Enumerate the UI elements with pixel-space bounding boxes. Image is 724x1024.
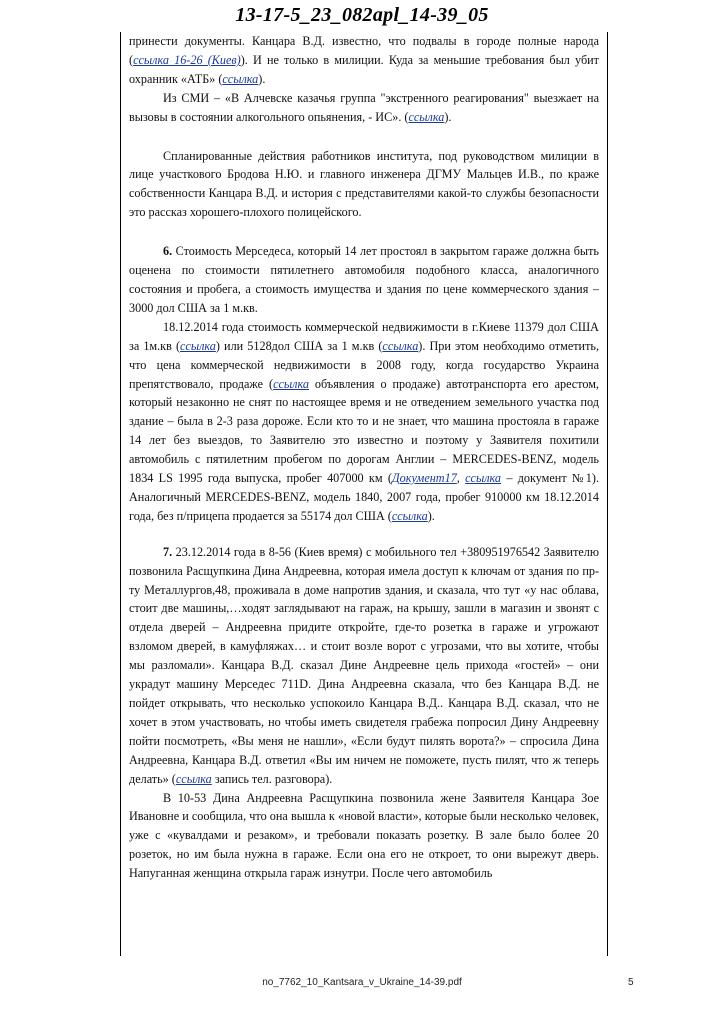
paragraph-5: 18.12.2014 года стоимость коммерческой недвижимости в г.Киеве 11379 дол США за 1м.кв (ссылка) или 5128дол США за 1 м.кв (ссылка). При этом необходимо отметить, что цена коммерческой недвижимости в 2008 году, когда государство Украина препятствовало, продаже (ссылка объявления о продаже) автотранспорта его арестом, который незаконно не снят по настоящее время и не отведением земельного участка под здание – была в 2-3 раза дороже. Если кто то и не знает, что машина простояла в гараже 14 лет без выездов, то Заявителю это известно и поэтому у Заявителя похитили автомобиль с пятилетним пробегом по дорогам Англии – MERCEDES-BENZ, модель 1834 LS 1995 года выпуска, пробег 407000 км (Документ17, ссылка – документ №1). Аналогичный MERCEDES-BENZ, модель 1840, 2007 года, пробег 910000 км 18.12.2014 года, без п/прицепа продается за 55174 дол США (ссылка).	[129, 319, 600, 523]
paragraph-item-6: 6. Стоимость Мерседеса, который 14 лет простоял в закрытом гараже должна быть оценена по стоимости пятилетнего автомобиля подобного класса, аналогичного состояния и пробега, а стоимость имущества и здания по цене коммерческого здания – 3000 дол США за 1 м.кв.	[129, 244, 599, 315]
document-body	[120, 32, 608, 956]
item-number-7: 7.	[163, 544, 173, 559]
paragraph-2: Из СМИ – «В Алчевске казачья группа "экстренного реагирования" выезжает на вызовы в состоянии алкогольного опьянения, - ИС». (ссылка).	[129, 90, 599, 124]
link-phone-record[interactable]: ссылка	[175, 771, 212, 786]
paragraph-7: В 10-53 Дина Андреевна Расщупкина позвонила жене Заявителя Канцара Зое Ивановне и сообщила, что она вышла к «новой власти», которые были несколько человек, уже с «кувалдами и резаком», и требовали показать розетку. В зале было более 20 розеток, но им была нужна в гараже. Если она его не откроет, то они вырежут дверь. Напуганная женщина открыла гараж изнутри. После чего автомобиль	[129, 790, 599, 881]
link-kiev[interactable]: ссылка 16-26 (Киев)	[133, 52, 241, 67]
link-document-1[interactable]: ссылка	[465, 471, 502, 486]
page-number: 5	[628, 977, 634, 988]
link-price-1[interactable]: ссылка	[180, 338, 216, 353]
item-number-6: 6.	[163, 244, 173, 259]
link-sale-ad[interactable]: ссылка	[273, 376, 309, 391]
paragraph-item-7: 7. 23.12.2014 года в 8-56 (Киев время) с мобильного тел +380951976542 Заявителю позвонила Расщупкина Дина Андреевна, которая имела доступ к ключам от здания по пр-ту Металлургов,48, проживала в доме напротив здания, и сказала, что тут «у нас облава, стоит две машины,…ходят заглядывают на гараж, на крышу, зашли в магазин и звонят с отдела дверей – Андреевна придите откройте, где-то розетка в гараже и угрожают взломом дверей, в камуфляжах… и стоит возле ворот с угрозами, что вы хотите, чтобы мы разломали». Канцара В.Д. сказал Дине Андреевне цель прихода «гостей» – они украдут машину Мерседес 711D. Дина Андреевна сказала, что без Канцара В.Д. не пойдет открывать, что несколько успокоило Канцара В.Д.. Канцара В.Д. сказал, что не хочет в этом участвовать, но чтобы иметь свидетеля грабежа попросил Дину Андреевну пойти посмотреть, «Вы меня не нашли», «Если будут пилять ворота?» – спросила Дина Андреевна, Канцара В.Д. ответил «Вы им ничем не поможете, пусть пилят, что ж теперь делать» (ссылка запись тел. разговора).	[129, 544, 599, 786]
link-document17[interactable]: Документ17	[391, 471, 457, 486]
paragraph-3: Спланированные действия работников института, под руководством милиции в лице участкового Бродова Н.Ю. и главного инженера ДГМУ Мальцев И.В., по краже собственности Канцара В.Д. и история с представителями какой-то службы безопасности это рассказ хорошего-плохого полицейского.	[129, 148, 599, 220]
footer-filename: no_7762_10_Kantsara_v_Ukraine_14-39.pdf	[262, 977, 462, 988]
link-price-2[interactable]: ссылка	[382, 338, 419, 353]
link-atb[interactable]: ссылка	[222, 71, 259, 86]
link-smi[interactable]: ссылка	[408, 109, 445, 124]
paragraph-1: принести документы. Канцара В.Д. известно, что подвалы в городе полные народа (ссылка 16-26 (Киев)). И не только в милиции. Куда за меньшие требования был убит охранник «АТБ» (ссылка).	[129, 34, 599, 86]
link-mercedes-1840[interactable]: ссылка	[391, 508, 428, 523]
document-stamp: 13-17-5_23_082apl_14-39_05	[235, 4, 489, 26]
